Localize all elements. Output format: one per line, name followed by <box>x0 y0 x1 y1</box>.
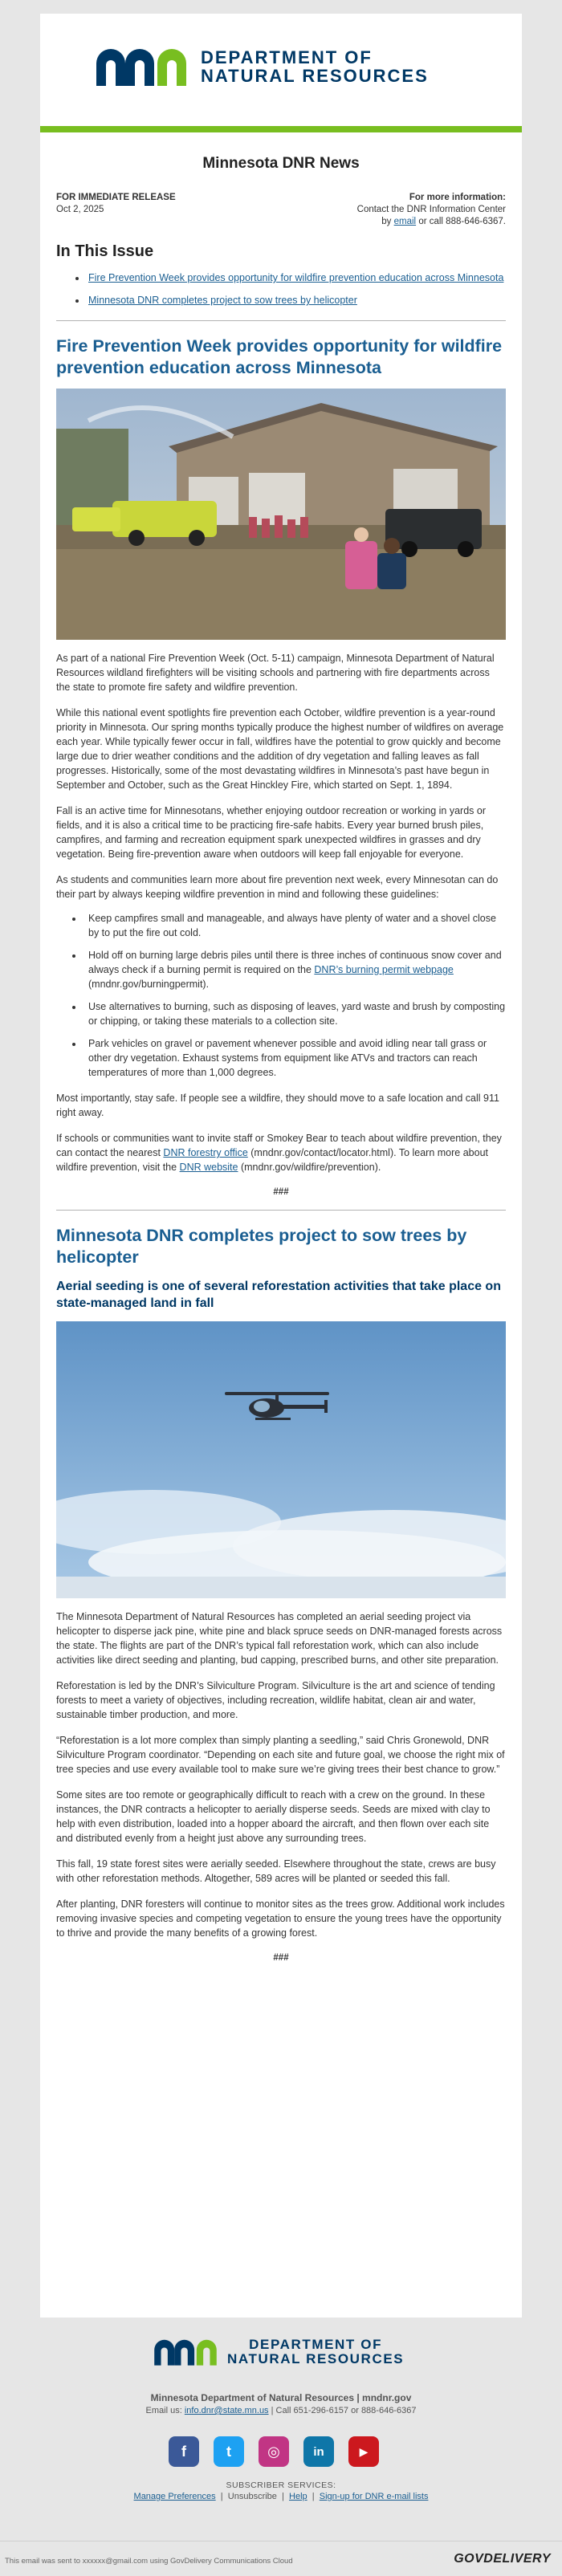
mn-logo-icon <box>93 46 189 87</box>
helicopter-photo <box>56 1321 506 1598</box>
separator: | <box>309 2492 317 2501</box>
newsletter-title: Minnesota DNR News <box>202 155 360 172</box>
unsubscribe-link[interactable]: Unsubscribe <box>227 2492 277 2501</box>
manage-preferences-link[interactable]: Manage Preferences <box>133 2492 216 2501</box>
dnr-logo[interactable] <box>93 46 429 87</box>
help-link[interactable]: Help <box>289 2492 307 2501</box>
footer-logo-wordmark <box>227 2338 404 2366</box>
fire-prevention-photo <box>56 389 506 640</box>
sent-to-note: This email was sent to xxxxxx@gmail.com using GovDelivery Communications Cloud <box>5 2557 293 2566</box>
newsletter-card <box>40 14 522 2318</box>
p6-text-mid: (mndnr.gov/contact/locator.html). To learn more about wildfire prevention, visit the <box>56 1147 489 1173</box>
footer <box>0 2330 562 2534</box>
email-label: Email us: <box>145 2406 182 2415</box>
divider <box>56 320 506 321</box>
footer-logo-line2: NATURAL RESOURCES <box>227 2351 405 2366</box>
guideline-item <box>83 948 506 991</box>
guideline-text: Hold off on burning large debris piles until there is three inches of continuous snow cover and always check if a burning permit is required on the <box>88 950 502 975</box>
youtube-icon[interactable]: ▶ <box>348 2436 379 2467</box>
newsletter-body <box>56 139 506 1963</box>
story2-p3: “Reforestation is a lot more complex than simply planting a seedling,” said Chris Gronewold, DNR Silviculture Program coordinator. “Depending on each site and future goal, we choose the right mix of tree species and use every available tool to make sure we’re giving trees their best chance to grow.” <box>56 1735 505 1775</box>
burning-permit-link[interactable]: DNR’s burning permit webpage <box>314 964 454 975</box>
story1-p3: Fall is an active time for Minnesotans, whether enjoying outdoor recreation or working in yards or fields, and it is also a critical time to be practicing fire-safe habits. Every year burned brush piles, campfires, and farming and recreation equipment spark unexpected wildfires in grasses and dry vegetation. Being fire-prevention aware when outdoors will keep fall enjoyable for everyone. <box>56 805 486 860</box>
guideline-item: • Park vehicles on gravel or pavement whenever possible and avoid idling near tall grass or other dry vegetation. Exhaust systems from equipment like ATVs and tractors can reach temperatures of more than 1,000 degrees. <box>83 1036 506 1080</box>
govdelivery-bar <box>0 2541 562 2576</box>
guidelines-list <box>83 911 506 1080</box>
govdelivery-logo[interactable]: GOVDELIVERY <box>454 2552 551 2566</box>
story1-p5: Most importantly, stay safe. If people see a wildfire, they should move to a safe location and call 911 right away. <box>56 1093 499 1118</box>
p6-text-end: (mndnr.gov/wildfire/prevention). <box>238 1162 381 1173</box>
separator: | <box>218 2492 226 2501</box>
story2-p5: This fall, 19 state forest sites were aerially seeded. Elsewhere throughout the state, crews are busy with other reforestation methods. Altogether, 589 acres will be planted or seeded this fall. <box>56 1858 496 1884</box>
in-this-issue-heading: In This Issue <box>56 242 154 260</box>
story2-end-marker: ### <box>273 1953 289 1963</box>
subscriber-links <box>0 2492 562 2501</box>
story1-p4: As students and communities learn more about fire prevention next week, every Minnesotan can do their part by always keeping wildfire prevention in mind and following these guidelines: <box>56 874 499 900</box>
facebook-icon[interactable]: f <box>169 2436 199 2467</box>
story2-p6: After planting, DNR foresters will continue to monitor sites as the trees grow. Additional work includes removing invasive species and competing vegetation to ensure the young trees have the opportunity to thrive and provide the many benefits of a growing forest. <box>56 1898 505 1939</box>
firefighters-with-children-image <box>56 389 506 640</box>
divider <box>56 1210 506 1211</box>
helicopter-seeding-image <box>56 1321 506 1598</box>
twitter-icon[interactable]: t <box>214 2436 244 2467</box>
release-info <box>56 192 506 228</box>
issue-item <box>87 293 506 307</box>
phone-text: or call 888-646-6367. <box>418 217 506 226</box>
signup-link[interactable]: Sign-up for DNR e-mail lists <box>319 2492 429 2501</box>
dnr-website-link[interactable]: DNR website <box>179 1162 238 1173</box>
story1-title: Fire Prevention Week provides opportunity for wildfire prevention education across Minnesota <box>56 336 503 377</box>
story2-p4: Some sites are too remote or geographically difficult to reach with a crew on the ground. In these instances, the DNR contracts a helicopter to aerially disperse seeds. Seeds are mixed with clay to help with even distribution, loaded into a hopper aboard the aircraft, and then flown over each site and distributed evenly from a height just above any surrounding trees. <box>56 1789 491 1844</box>
story1-p6 <box>56 1131 506 1174</box>
linkedin-icon[interactable]: in <box>303 2436 334 2467</box>
newsletter-header <box>40 14 522 132</box>
social-links <box>169 2436 379 2467</box>
issue-link-helicopter[interactable]: Minnesota DNR completes project to sow trees by helicopter <box>88 295 357 306</box>
instagram-icon[interactable]: ◎ <box>259 2436 289 2467</box>
story2-title: Minnesota DNR completes project to sow trees by helicopter <box>56 1226 467 1267</box>
email-link[interactable]: email <box>393 217 417 226</box>
story1-end-marker: ### <box>273 1187 289 1197</box>
story1-p2: While this national event spotlights fire prevention each October, wildfire prevention is a year-round priority in Minnesota. Our spring months typically produce the highest number of wildfires on average each year. While typically fewer occur in fall, wildfires have the potential to grow quickly and become large due to drier weather conditions and the addition of dry vegetation and falling leaves as fall progresses. Historically, some of the most devastating wildfires in Minnesota’s past have begun in September and October, such as the Great Hinckley Fire, which started on Sept. 1, 1894. <box>56 707 504 791</box>
more-info-label: For more information: <box>409 193 506 202</box>
guideline-item: • Keep campfires small and manageable, and always have plenty of water and a shovel close by to put the fire out cold. <box>83 911 506 940</box>
separator: | <box>279 2492 287 2501</box>
logo-line2: NATURAL RESOURCES <box>201 66 429 86</box>
subscriber-services-label: SUBSCRIBER SERVICES: <box>226 2480 336 2490</box>
logo-wordmark <box>201 48 429 85</box>
footer-logo[interactable] <box>152 2338 404 2366</box>
story2-p1: The Minnesota Department of Natural Resources has completed an aerial seeding project via helicopter to disperse jack pine, white pine and black spruce seeds on DNR-managed forests across the state. The flights are part of the DNR’s typical fall reforestation work, which can also include activities like direct seeding and planting, bud capping, prescribed burns, and other site preparation. <box>56 1611 503 1666</box>
forestry-office-link[interactable]: DNR forestry office <box>163 1147 248 1158</box>
guideline-text-end: (mndnr.gov/burningpermit). <box>88 979 210 990</box>
release-date: Oct 2, 2025 <box>56 205 104 214</box>
footer-contact-line <box>0 2406 562 2415</box>
story2-p2: Reforestation is led by the DNR’s Silviculture Program. Silviculture is the art and science of tending forests to meet a variety of objectives, including recreation, wildlife habitat, clean air and water, sustainable timber production, and more. <box>56 1680 495 1720</box>
story2-subtitle: Aerial seeding is one of several reforestation activities that take place on state-managed land in fall <box>56 1280 501 1310</box>
by-text: by <box>381 217 392 226</box>
contact-text: Contact the DNR Information Center <box>356 205 506 214</box>
footer-org-line: Minnesota Department of Natural Resources | mndnr.gov <box>150 2392 412 2403</box>
story1-p1: As part of a national Fire Prevention Week (Oct. 5-11) campaign, Minnesota Department of Natural Resources wildland firefighters will be visiting schools and partnering with fire departments across the state to promote fire safety and wildfire prevention. <box>56 653 495 693</box>
issue-list <box>87 271 506 307</box>
issue-link-fire-prevention[interactable]: Fire Prevention Week provides opportunity for wildfire prevention education across Minnesota <box>88 272 504 283</box>
contact-line <box>357 216 506 228</box>
footer-phone: | Call 651-296-6157 or 888-646-6367 <box>271 2406 417 2415</box>
footer-email-link[interactable]: info.dnr@state.mn.us <box>184 2406 269 2415</box>
release-label: FOR IMMEDIATE RELEASE <box>56 193 176 202</box>
issue-item <box>87 271 506 285</box>
p6-text: If schools or communities want to invite staff or Smokey Bear to teach about wildfire prevention, they can contact the nearest <box>56 1133 502 1158</box>
mn-logo-icon <box>152 2338 219 2366</box>
footer-logo-line1: DEPARTMENT OF <box>249 2337 383 2353</box>
logo-line1: DEPARTMENT OF <box>201 47 373 67</box>
guideline-item: • Use alternatives to burning, such as disposing of leaves, yard waste and brush by composting or chipping, or taking these materials to a collection site. <box>83 999 506 1028</box>
